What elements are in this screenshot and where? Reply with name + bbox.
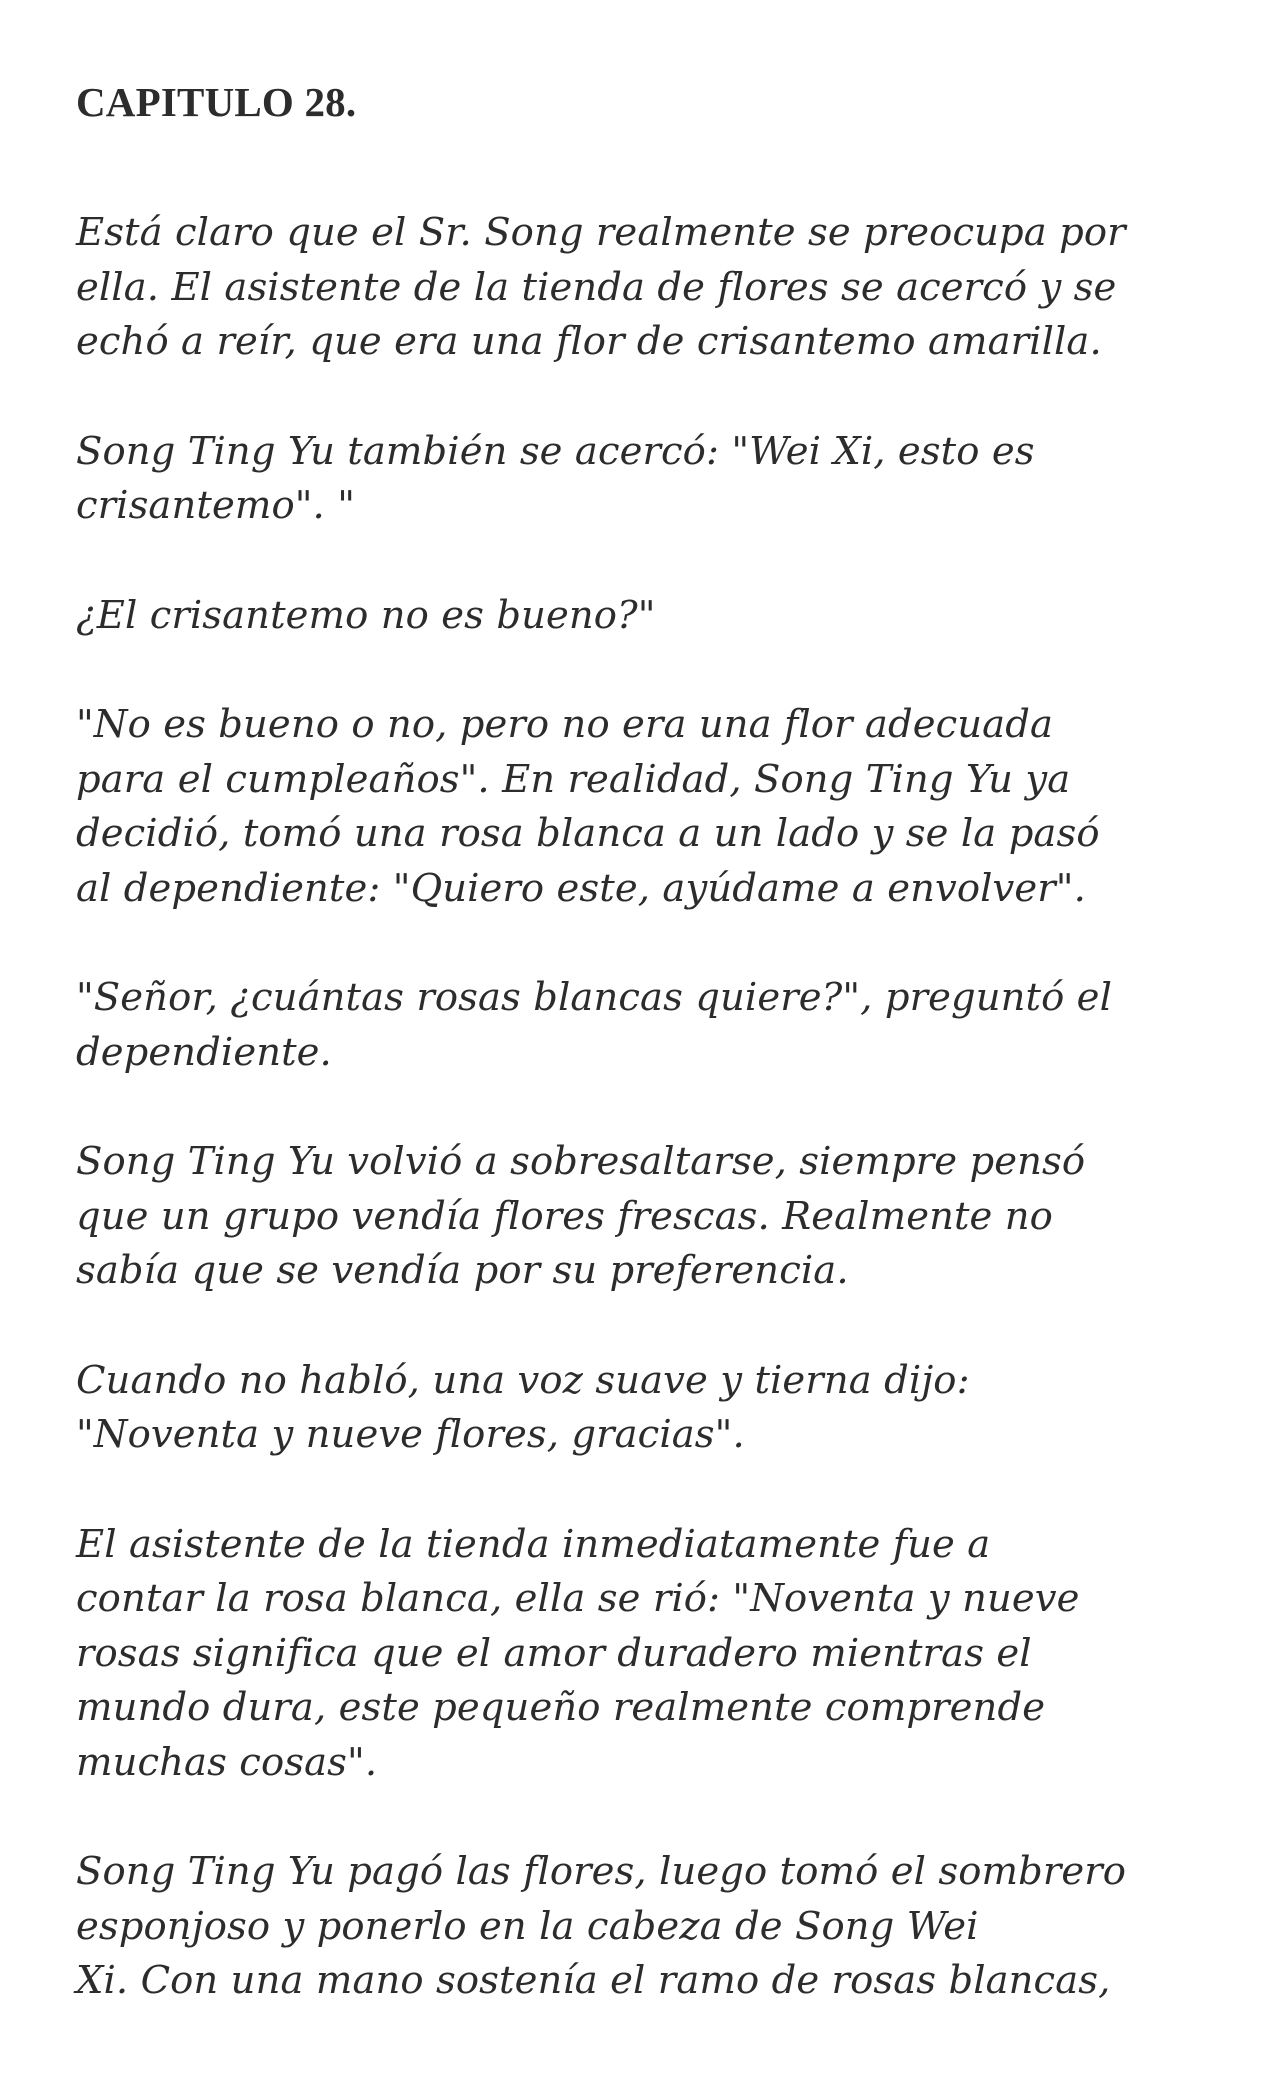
text-line: ¿El crisantemo no es bueno?" — [76, 592, 656, 638]
paragraph-7 — [76, 1354, 1206, 1463]
paragraph-6 — [76, 1135, 1206, 1299]
text-line: Cuando no habló, una voz suave y tierna dijo: — [76, 1357, 970, 1403]
chapter-title: CAPITULO 28. — [76, 79, 357, 125]
text-line: decidió, tomó una rosa blanca a un lado y se la pasó — [76, 811, 1100, 856]
paragraph-8 — [76, 1518, 1206, 1791]
text-line: Song Ting Yu volvió a sobresaltarse, siempre pensó — [76, 1139, 1086, 1184]
text-line: mundo dura, este pequeño realmente comprende — [76, 1685, 1046, 1730]
text-line: Song Ting Yu pagó las flores, luego tomó el sombrero — [76, 1849, 1127, 1894]
text-line: echó a reír, que era una flor de crisantemo amarilla. — [76, 319, 1102, 364]
text-line: Xi. Con una mano sostenía el ramo de rosas blancas, — [76, 1958, 1111, 2003]
text-line: que un grupo vendía flores frescas. Realmente no — [76, 1193, 1053, 1239]
document-page — [76, 72, 1206, 2064]
text-line: para el cumpleaños". En realidad, Song Ting Yu ya — [76, 756, 1071, 802]
text-line: "No es bueno o no, pero no era una flor adecuada — [76, 702, 1053, 747]
paragraph-9 — [76, 1845, 1206, 2009]
paragraph-1 — [76, 206, 1206, 370]
text-line: Song Ting Yu también se acercó: "Wei Xi, esto es — [76, 428, 1035, 474]
paragraph-2 — [76, 425, 1206, 534]
text-line: "Noventa y nueve flores, gracias". — [76, 1412, 745, 1457]
text-line: muchas cosas". — [76, 1739, 378, 1785]
text-line: dependiente. — [76, 1029, 332, 1075]
text-line: esponjoso y ponerlo en la cabeza de Song Wei — [76, 1903, 979, 1949]
text-line: Está claro que el Sr. Song realmente se preocupa por — [76, 210, 1126, 255]
text-line: ella. El asistente de la tienda de flores se acercó y se — [76, 264, 1117, 310]
text-line: crisantemo". " — [76, 483, 356, 528]
text-line: "Señor, ¿cuántas rosas blancas quiere?", preguntó el — [76, 975, 1112, 1020]
paragraph-4 — [76, 698, 1206, 916]
text-line: al dependiente: "Quiero este, ayúdame a envolver". — [76, 865, 1086, 911]
paragraph-3 — [76, 589, 1206, 644]
paragraph-5 — [76, 971, 1206, 1080]
text-line: sabía que se vendía por su preferencia. — [76, 1248, 849, 1293]
text-line: El asistente de la tienda inmediatamente fue a — [76, 1521, 991, 1567]
text-line: contar la rosa blanca, ella se rió: "Noventa y nueve — [76, 1576, 1080, 1621]
text-line: rosas significa que el amor duradero mientras el — [76, 1630, 1032, 1676]
